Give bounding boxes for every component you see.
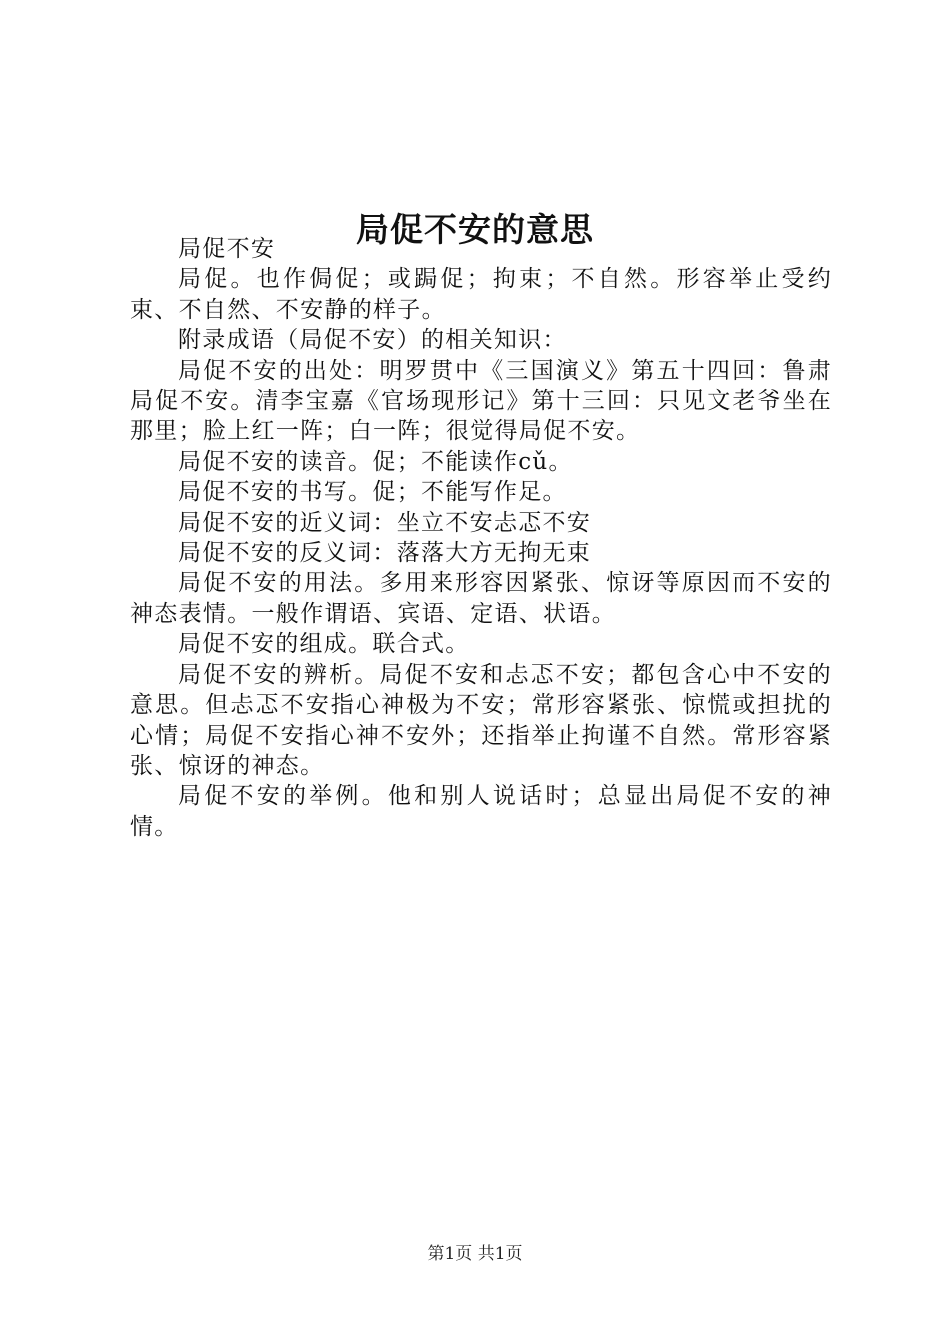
- paragraph-appendix-intro: 附录成语（局促不安）的相关知识：: [178, 327, 567, 354]
- paragraph-heading: 局促不安: [178, 236, 276, 262]
- paragraph-analysis: 局促不安的辨析。局促不安和忐忑不安；都包含心中不安的意思。但忐忑不安指心神极为不安；常形容紧张、惊慌或担扰的心情；局促不安指心神不安外；还指举止拘谨不自然。常形容紧张、惊讶的神态。: [130, 661, 832, 779]
- paragraph-usage: 局促不安的用法。多用来形容因紧张、惊讶等原因而不安的神态表情。一般作谓语、宾语、定语、状语。: [130, 570, 832, 627]
- paragraph-source: 局促不安的出处：明罗贯中《三国演义》第五十四回：鲁肃局促不安。清李宝嘉《官场现形记》第十三回：只见文老爷坐在那里；脸上红一阵；白一阵；很觉得局促不安。: [130, 357, 832, 445]
- paragraph-example: 局促不安的举例。他和别人说话时；总显出局促不安的神情。: [130, 783, 832, 840]
- paragraph-antonyms: 局促不安的反义词：落落大方无拘无束: [178, 540, 592, 567]
- document-body: [130, 234, 832, 842]
- paragraph-definition: 局促。也作侷促；或跼促；拘束；不自然。形容举止受约束、不自然、不安静的样子。: [130, 266, 832, 323]
- paragraph-structure: 局促不安的组成。联合式。: [178, 631, 470, 658]
- paragraph-writing: 局促不安的书写。促；不能写作足。: [178, 479, 567, 506]
- paragraph-synonyms: 局促不安的近义词：坐立不安忐忑不安: [178, 509, 592, 536]
- page-footer: 第1页 共1页: [427, 1244, 523, 1264]
- document-title: 局促不安的意思: [356, 210, 594, 250]
- paragraph-pronunciation: 局促不安的读音。促；不能读作cǔ。: [178, 448, 573, 475]
